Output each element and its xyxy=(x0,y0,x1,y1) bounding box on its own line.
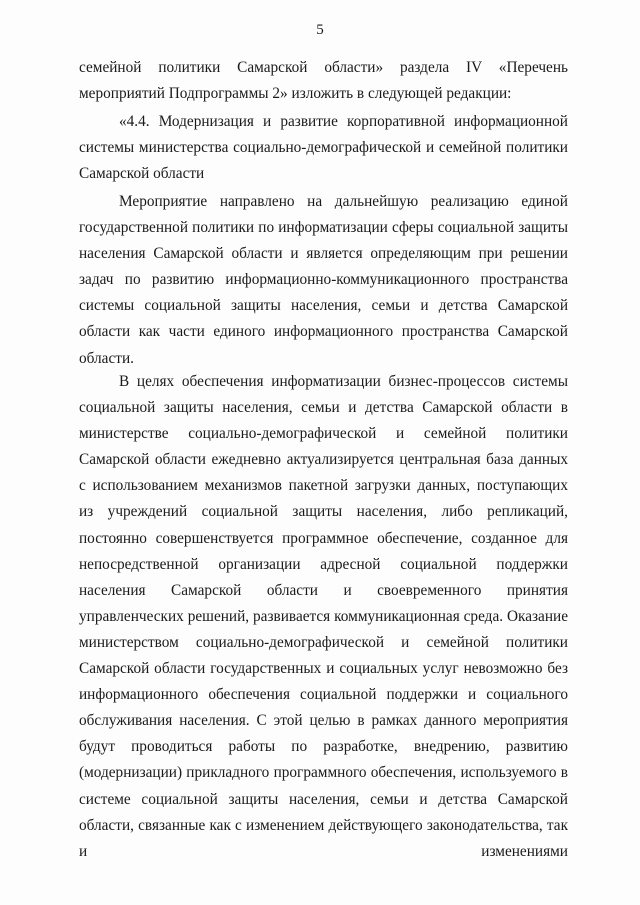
paragraph-block-1 xyxy=(79,189,568,372)
intro-block xyxy=(79,55,568,107)
paragraph-block-2 xyxy=(79,369,568,865)
paragraph-1: Мероприятие направлено на дальнейшую реализацию единой государственной политики по информатизации сферы социальной защиты населения Самарской области и является определяющим при решении задач по развитию информационно-коммуникационного пространства системы социальной защиты населения, семьи и детства Самарской области как части единого информационного пространства Самарской области. xyxy=(79,193,568,367)
section-heading: «4.4. Модернизация и развитие корпоративной информационной системы министерства социально-демографической и семейной политики Самарской области xyxy=(79,113,568,183)
intro-text: семейной политики Самарской области» раздела IV «Перечень мероприятий Подпрограммы 2» изложить в следующей редакции: xyxy=(79,59,568,103)
section-heading-block xyxy=(79,109,568,187)
page-number: 5 xyxy=(316,22,324,38)
paragraph-2: В целях обеспечения информатизации бизнес-процессов системы социальной защиты населения, семьи и детства Самарской области в министерстве социально-демографической и семейной политики Самарской области ежедневно актуализируется центральная база данных с использованием механизмов пакетной загрузки данных, поступающих из учреждений социальной защиты населения, либо репликаций, постоянно совершенствуется программное обеспечение, созданное для непосредственной организации адресной социальной поддержки населения Самарской области и своевременного принятия управленческих решений, развивается коммуникационная среда. Оказание министерством социально-демографической и семейной политики Самарской области государственных и социальных услуг невозможно без информационного обеспечения социальной поддержки и социального обслуживания населения. С этой целью в рамках данного мероприятия будут проводиться работы по разработке, внедрению, развитию (модернизации) прикладного программного обеспечения, используемого в системе социальной защиты населения, семьи и детства Самарской области, связанные как с изменением действующего законодательства, так и изменениями xyxy=(79,373,568,860)
